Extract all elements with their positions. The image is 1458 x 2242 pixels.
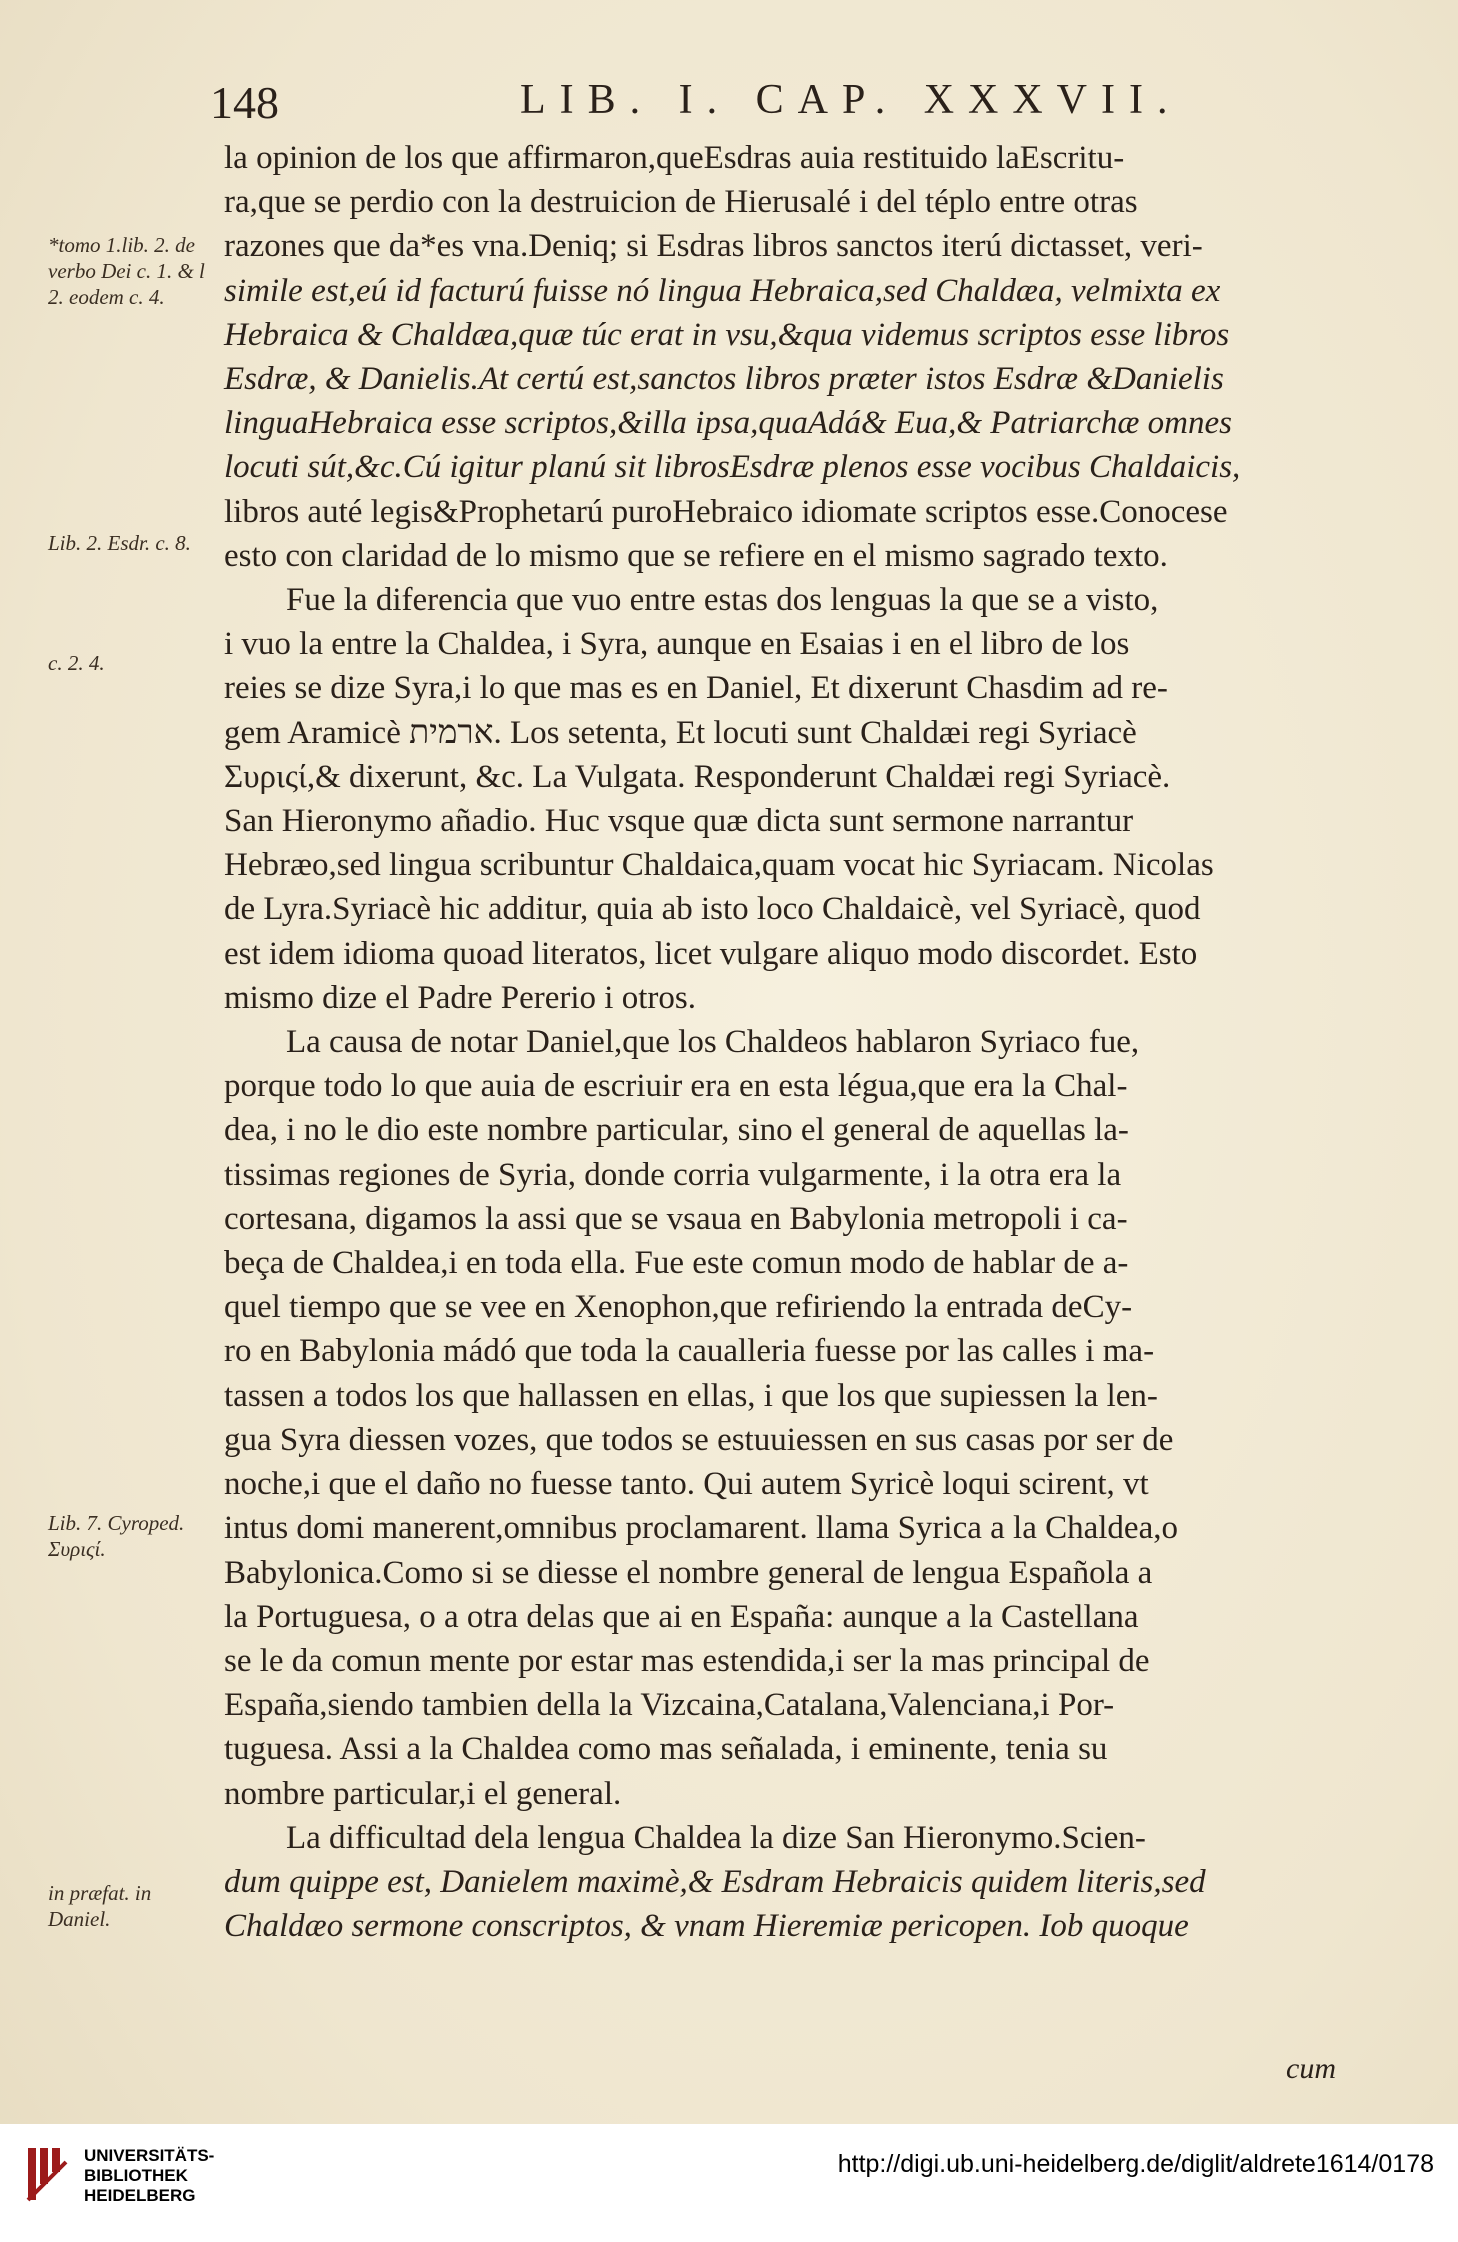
text-line: simile est,eú id facturú fuisse nó lingua Hebraica,sed Chaldæa, velmixta ex xyxy=(224,272,1221,309)
text-line: Συριςί,& dixerunt, &c. La Vulgata. Responderunt Chaldæi regi Syriacè. xyxy=(224,758,1171,795)
page-header xyxy=(210,76,1370,136)
text-line: mismo dize el Padre Pererio i otros. xyxy=(224,979,696,1016)
text-line: beça de Chaldea,i en toda ella. Fue este comun modo de hablar de a- xyxy=(224,1245,1129,1282)
library-name-line: HEIDELBERG xyxy=(84,2186,196,2205)
library-name-line: UNIVERSITÄTS- xyxy=(84,2146,215,2165)
text-line: porque todo lo que auia de escriuir era en esta légua,que era la Chal- xyxy=(224,1068,1128,1105)
text-line: ro en Babylonia mádó que toda la caualleria fuesse por las calles i ma- xyxy=(224,1333,1155,1370)
text-line: se le da comun mente por estar mas estendida,i ser la mas principal de xyxy=(224,1642,1150,1679)
text-line: intus domi manerent,omnibus proclamarent. llama Syrica a la Chaldea,o xyxy=(224,1510,1178,1547)
text-line: la opinion de los que affirmaron,queEsdras auia restituido laEscritu- xyxy=(224,140,1125,176)
text-line: San Hieronymo añadio. Huc vsque quæ dicta sunt sermone narrantur xyxy=(224,803,1134,840)
text-line: gem Aramicè ארמית. Los setenta, Et locuti sunt Chaldæi regi Syriacè xyxy=(224,714,1137,751)
text-line: tassen a todos los que hallassen en ellas, i que los que supiessen la len- xyxy=(224,1377,1158,1414)
text-line: linguaHebraica esse scriptos,&illa ipsa,quaAdá& Eua,& Patriarchæ omnes xyxy=(224,405,1232,442)
library-name-line: BIBLIOTHEK xyxy=(84,2166,188,2185)
text-line: locuti sút,&c.Cú igitur planú sit librosEsdræ plenos esse vocibus Chaldaicis, xyxy=(224,449,1241,486)
margin-note-5: in præfat. in Daniel. xyxy=(48,1881,152,1931)
running-head: LIB. I. CAP. XXXVII. xyxy=(520,77,1182,123)
text-line: la Portuguesa, o a otra delas que ai en España: aunque a la Castellana xyxy=(224,1598,1139,1635)
text-line: tissimas regiones de Syria, donde corria vulgarmente, i la otra era la xyxy=(224,1156,1122,1193)
text-line: reies se dize Syra,i lo que mas es en Daniel, Et dixerunt Chasdim ad re- xyxy=(224,670,1168,707)
library-logo-icon xyxy=(22,2144,72,2204)
text-line: La causa de notar Daniel,que los Chaldeos hablaron Syriaco fue, xyxy=(286,1024,1140,1061)
text-line: est idem idioma quoad literatos, licet vulgare aliquo modo discordet. Esto xyxy=(224,935,1198,972)
text-line: La difficultad dela lengua Chaldea la dize San Hieronymo.Scien- xyxy=(286,1819,1146,1856)
text-line: Babylonica.Como si se diesse el nombre general de lengua Española a xyxy=(224,1554,1153,1591)
text-line: noche,i que el daño no fuesse tanto. Qui autem Syricè loqui scirent, vt xyxy=(224,1466,1149,1503)
text-line: libros auté legis&Prophetarú puroHebraico idiomate scriptos esse.Conocese xyxy=(224,493,1228,530)
text-line: Esdræ, & Danielis.At certú est,sanctos libros præter istos Esdræ &Danielis xyxy=(224,361,1224,398)
margin-note-3: c. 2. 4. xyxy=(48,651,105,675)
page-number: 148 xyxy=(210,77,279,128)
text-line: i vuo la entre la Chaldea, i Syra, aunque en Esaias i en el libro de los xyxy=(224,626,1130,663)
text-line: quel tiempo que se vee en Xenophon,que refiriendo la entrada deCy- xyxy=(224,1289,1133,1326)
margin-note-2: Lib. 2. Esdr. c. 8. xyxy=(48,531,191,555)
text-line: Hebraica & Chaldæa,quæ túc erat in vsu,&qua videmus scriptos esse libros xyxy=(224,316,1230,353)
text-line: esto con claridad de lo mismo que se refiere en el mismo sagrado texto. xyxy=(224,537,1168,574)
text-line: nombre particular,i el general. xyxy=(224,1775,622,1812)
body-text xyxy=(224,136,1374,1948)
library-name xyxy=(84,2146,214,2206)
text-line: dea, i no le dio este nombre particular, sino el general de aquellas la- xyxy=(224,1112,1129,1149)
margin-note-4: Lib. 7. Cyroped. Συριςί. xyxy=(48,1511,185,1561)
text-line: España,siendo tambien della la Vizcaina,Catalana,Valenciana,i Por- xyxy=(224,1687,1115,1724)
viewer-footer xyxy=(0,2124,1458,2242)
text-line: tuguesa. Assi a la Chaldea como mas señalada, i eminente, tenia su xyxy=(224,1731,1108,1768)
catchword: cum xyxy=(1286,2052,1336,2085)
text-line: razones que da*es vna.Deniq; si Esdras libros sanctos iterú dictasset, veri- xyxy=(224,228,1203,265)
text-line: de Lyra.Syriacè hic additur, quia ab isto loco Chaldaicè, vel Syriacè, quod xyxy=(224,891,1201,928)
text-line: dum quippe est, Danielem maximè,& Esdram Hebraicis quidem literis,sed xyxy=(224,1863,1206,1900)
margin-note-1: *tomo 1.lib. 2. de verbo Dei c. 1. & l 2. eodem c. 4. xyxy=(48,233,205,309)
source-url[interactable]: http://digi.ub.uni-heidelberg.de/diglit/aldrete1614/0178 xyxy=(837,2150,1434,2178)
text-line: cortesana, digamos la assi que se vsaua en Babylonia metropoli i ca- xyxy=(224,1200,1128,1237)
text-line: Hebræo,sed lingua scribuntur Chaldaica,quam vocat hic Syriacam. Nicolas xyxy=(224,847,1214,884)
text-line: ra,que se perdio con la destruicion de Hierusalé i del téplo entre otras xyxy=(224,184,1138,221)
text-line: Chaldæo sermone conscriptos, & vnam Hieremiæ pericopen. Iob quoque xyxy=(224,1908,1189,1945)
text-line: gua Syra diessen vozes, que todos se estuuiessen en sus casas por ser de xyxy=(224,1421,1174,1458)
text-line: Fue la diferencia que vuo entre estas dos lenguas la que se a visto, xyxy=(286,582,1159,619)
